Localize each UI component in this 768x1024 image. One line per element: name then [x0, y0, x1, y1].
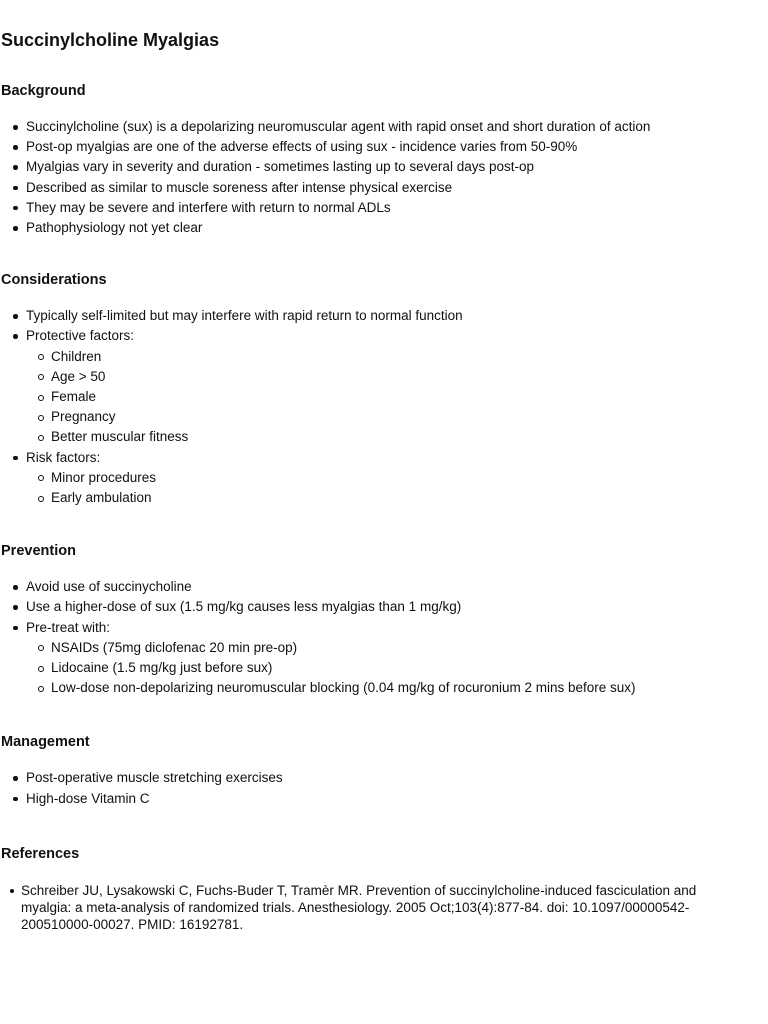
sublist-item: Minor procedures — [26, 468, 768, 488]
section-management — [0, 732, 768, 808]
risk-factors-sublist — [26, 468, 768, 508]
list-item: Use a higher-dose of sux (1.5 mg/kg causes less myalgias than 1 mg/kg) — [0, 597, 768, 617]
section-heading-references: References — [1, 845, 80, 862]
sublist-item: Low-dose non-depolarizing neuromuscular blocking (0.04 mg/kg of rocuronium 2 mins before sux) — [26, 678, 768, 698]
reference-item: Schreiber JU, Lysakowski C, Fuchs-Buder T, Tramèr MR. Prevention of succinylcholine-induced fasciculation and myalgia: a meta-analysis of randomized trials. Anesthesiology. 2005 Oct;103(4):877-84. doi: 10.1097/00000542-200510000-00027. PMID: 16192781. — [0, 882, 768, 933]
sublist-item: Pregnancy — [26, 407, 768, 427]
sublist-item: Female — [26, 387, 768, 407]
list-item-pretreat — [0, 618, 768, 699]
section-considerations — [0, 270, 768, 508]
references-list — [0, 882, 768, 933]
sublist-item: Children — [26, 347, 768, 367]
list-item: Myalgias vary in severity and duration - sometimes lasting up to several days post-op — [0, 157, 768, 177]
sublist-item: Better muscular fitness — [26, 427, 768, 447]
protective-factors-sublist — [26, 347, 768, 448]
list-item: High-dose Vitamin C — [0, 789, 768, 809]
list-item: Described as similar to muscle soreness after intense physical exercise — [0, 178, 768, 198]
considerations-list — [0, 306, 768, 508]
list-item-risk-factors — [0, 448, 768, 509]
page-title: Succinylcholine Myalgias — [1, 30, 220, 50]
pretreat-sublist — [26, 638, 768, 699]
sublist-item: Lidocaine (1.5 mg/kg just before sux) — [26, 658, 768, 678]
list-item: Typically self-limited but may interfere with rapid return to normal function — [0, 306, 768, 326]
sublist-item: Age > 50 — [26, 367, 768, 387]
background-list — [0, 117, 768, 238]
prevention-list — [0, 577, 768, 698]
management-list — [0, 768, 768, 808]
section-background — [0, 81, 768, 238]
list-item-protective-factors — [0, 326, 768, 447]
section-heading-background: Background — [1, 83, 86, 99]
list-item: Avoid use of succinycholine — [0, 577, 768, 597]
section-heading-prevention: Prevention — [1, 543, 76, 560]
section-references — [0, 844, 768, 933]
section-heading-management: Management — [1, 734, 90, 751]
list-item-label: Risk factors: — [26, 449, 101, 465]
list-item: Succinylcholine (sux) is a depolarizing neuromuscular agent with rapid onset and short duration of action — [0, 117, 768, 137]
list-item: Post-operative muscle stretching exercises — [0, 768, 768, 788]
section-heading-considerations: Considerations — [1, 272, 107, 289]
list-item: Post-op myalgias are one of the adverse effects of using sux - incidence varies from 50-90% — [0, 137, 768, 157]
section-prevention — [0, 541, 768, 698]
list-item-label: Pre-treat with: — [26, 619, 111, 635]
list-item-label: Protective factors: — [26, 328, 135, 344]
sublist-item: Early ambulation — [26, 488, 768, 508]
list-item: They may be severe and interfere with return to normal ADLs — [0, 198, 768, 218]
list-item: Pathophysiology not yet clear — [0, 218, 768, 238]
sublist-item: NSAIDs (75mg diclofenac 20 min pre-op) — [26, 638, 768, 658]
